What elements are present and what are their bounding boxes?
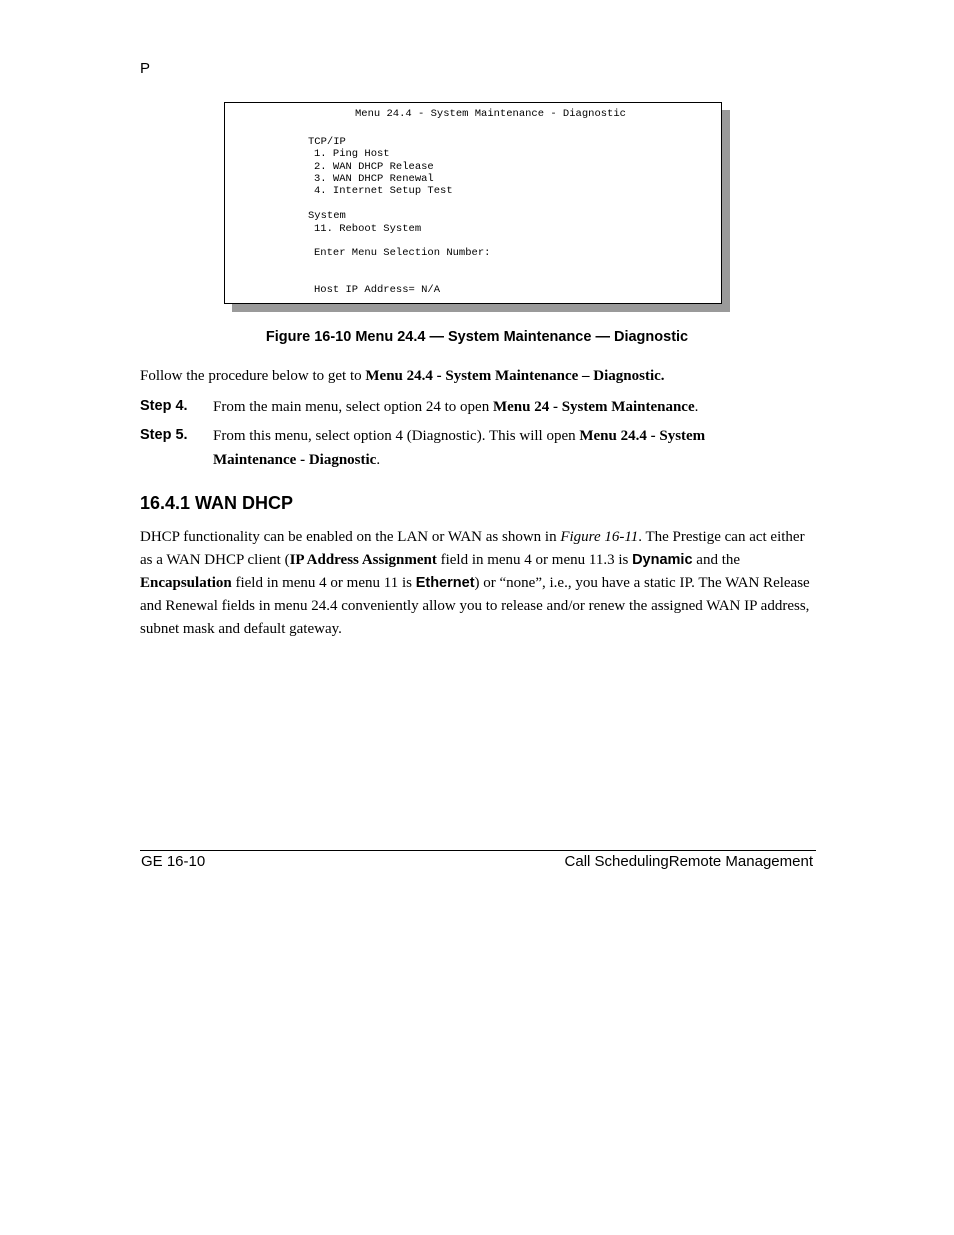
footer-page-number: GE 16-10 [141, 853, 206, 870]
field-value: Dynamic [632, 552, 693, 568]
console-host-ip: Host IP Address= N/A [314, 284, 441, 296]
step-text [213, 395, 773, 419]
intro-bold: Menu 24.4 - System Maintenance – Diagnostic. [365, 368, 665, 384]
step-text-part: From the main menu, select option 24 to open [213, 399, 493, 415]
section-paragraph [140, 526, 820, 641]
console-figure [224, 102, 722, 304]
para-text: field in menu 4 or menu 11 is [231, 575, 416, 591]
step-menu-name: Menu 24 - System Maintenance [492, 399, 695, 415]
intro-paragraph [140, 365, 820, 388]
field-name: IP Address Assignment [289, 552, 437, 568]
intro-text: Follow the procedure below to get to [140, 368, 366, 384]
console-menu-item: 4. Internet Setup Test [314, 185, 453, 197]
step-text-part: . [694, 399, 699, 415]
console-tcpip-heading: TCP/IP [308, 136, 346, 148]
console-menu-item: 2. WAN DHCP Release [314, 161, 434, 173]
para-text: and the [692, 552, 741, 568]
field-name: Encapsulation [140, 575, 232, 591]
field-value: Ethernet [415, 575, 475, 591]
console-menu-item: 3. WAN DHCP Renewal [314, 173, 434, 185]
para-text: field in menu 4 or menu 11.3 is [436, 552, 633, 568]
para-text: ) or “none”, i.e., you have a static IP. The WAN Release and Renewal fields in menu 24.4 conveniently allow you to release and/or renew the assigned WAN IP address, subnet mask and default gateway. [140, 575, 810, 637]
step-menu-name: Menu 24.4 - System Maintenance - Diagnostic [213, 428, 706, 468]
console-title: Menu 24.4 - System Maintenance - Diagnostic [355, 108, 626, 120]
step-text [213, 424, 773, 472]
console-menu-item: 1. Ping Host [314, 148, 390, 160]
console-system-heading: System [308, 210, 346, 222]
section-heading: 16.4.1 WAN DHCP [140, 493, 294, 513]
footer-divider [140, 850, 816, 851]
figure-reference: Figure 16-11 [560, 529, 639, 545]
console-screen [224, 102, 722, 304]
console-menu-item: 11. Reboot System [314, 223, 422, 235]
step-text-part: . [376, 452, 381, 468]
page-header-letter: P [140, 60, 151, 77]
para-text: DHCP functionality can be enabled on the LAN or WAN as shown in [140, 529, 561, 545]
step-label: Step 4. [140, 398, 188, 414]
para-text: . The Prestige can act either as a WAN DHCP client ( [140, 529, 805, 568]
console-prompt: Enter Menu Selection Number: [314, 247, 491, 259]
step-label: Step 5. [140, 427, 188, 443]
step-text-part: From this menu, select option 4 (Diagnostic). This will open [213, 428, 580, 444]
figure-caption: Figure 16-10 Menu 24.4 — System Maintenance — Diagnostic [265, 329, 689, 345]
footer-chapter-title: Call SchedulingRemote Management [564, 853, 813, 870]
